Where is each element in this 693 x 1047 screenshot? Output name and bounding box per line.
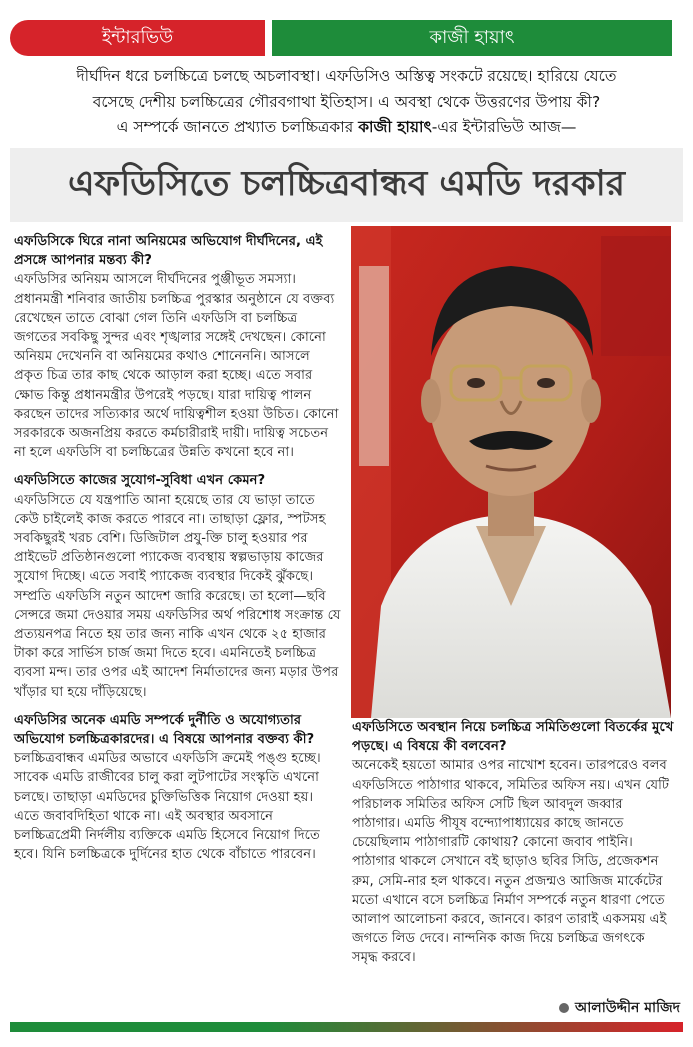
author-name: আলাউদ্দীন মাজিদ	[574, 1000, 680, 1016]
answer: এফডিসির অনিয়ম আসলে দীর্ঘদিনের পুঞ্জীভূত সমস্যা। প্রধানমন্ত্রী শনিবার জাতীয় চলচ্চিত্র পুরস্কার অনুষ্ঠানে যে বক্তব্য রেখেছেন তাতে বোঝা গেল তিনি এফডিসি বা চলচ্চিত্র জগতের সবকিছু সুন্দর এবং শৃঙ্খলার সঙ্গেই দেখছেন। কোনো অনিয়ম দেখেননি বা অনিয়মের কথাও শোনেননি। আসলে প্রকৃত চিত্র তার কাছ থেকে আড়াল করা হচ্ছে। এতে সবার ক্ষোভ কিন্তু প্রধানমন্ত্রীর উপরেই পড়ছে। যারা দায়িত্ব পালন করছেন তাদের সত্যিকার অর্থে দায়িত্বশীল হওয়া উচিত। কোনো সরকারকে অজনপ্রিয় করতে কর্মচারীরাই দায়ী। দায়িত্ব সচেতন না হলে এফডিসি বা চলচ্চিত্রের উন্নতি কখনো হবে না।	[14, 272, 339, 461]
answer: অনেকেই হয়তো আমার ওপর নাখোশ হবেন। তারপরেও বলব এফডিসিতে পাঠাগার থাকবে, সমিতির অফিস নয়। এখন যেটি পরিচালক সমিতির অফিস সেটি ছিল আবদুল জব্বার পাঠাগার। এমডি পীযূষ বন্দ্যোপাধ্যায়ের কাছে জানতে চেয়েছিলাম পাঠাগারটি কোথায়? কোনো জবাব পাইনি। পাঠাগার থাকলে সেখানে বই ছাড়াও ছবির সিডি, প্রজেকশন রুম, সেমি-নার হল থাকবে। নতুন প্রজন্মও আজিজ মার্কেটের মতো এখানে বসে চলচ্চিত্র নির্মাণ সম্পর্কে নতুন ধারণা পেতে আলাপ আলোচনা করবে, জানবে। কারণ তারাই একসময় এই জগতে লিড দেবে। নান্দনিক কাজ দিয়ে চলচ্চিত্র জগৎকে সমৃদ্ধ করবে।	[352, 758, 670, 966]
intro-name: কাজী হায়াৎ	[358, 118, 432, 136]
footer-rule	[10, 1022, 683, 1032]
left-column	[14, 232, 342, 865]
intro-line: দীর্ঘদিন ধরে চলচ্চিত্রে চলছে অচলাবস্থা। এফডিসিও অস্তিত্ব সংকটে রয়েছে। হারিয়ে যেতে	[76, 67, 617, 85]
intro-line	[14, 115, 679, 141]
right-column	[352, 718, 674, 968]
answer: চলচ্চিত্রবান্ধব এমডির অভাবে এফডিসি ক্রমেই পঙ্গু হচ্ছে। সাবেক এমডি রাজীবের চালু করা লুটপাটের সংস্কৃতি এখনো চলছে। তাছাড়া এমডিদের চুক্তিভিত্তিক নিয়োগ দেওয়া হয়। এতে জবাবদিহিতা থাকে না। এই অবস্থার অবসানে চলচ্চিত্রপ্রেমী নির্দলীয় ব্যক্তিকে এমডি হিসেবে নিয়োগ দিতে হবে। যিনি চলচ্চিত্রকে দুর্দিনের হাত থেকে বাঁচাতে পারবেন।	[14, 751, 321, 863]
answer: সম্প্রতি এফডিসি নতুন আদেশ জারি করেছে। তা হলো—ছবি সেন্সরে জমা দেওয়ার সময় এফডিসির অর্থ পরিশোধ সংক্রান্ত যে প্রত্যয়নপত্র নিতে হয় তার জন্য নাকি এখন থেকে ২৫ হাজার টাকা করে সার্ভিস চার্জ জমা দিতে হবে। এমনিতেই চলচ্চিত্র ব্যবসা মন্দ। তার ওপর এই আদেশ নির্মাতাদের জন্য মড়ার উপর খাঁড়ার ঘা হয়ে দাঁড়িয়েছে।	[14, 588, 341, 700]
question: এফডিসির অনেক এমডি সম্পর্কে দুর্নীতি ও অযোগ্যতার অভিযোগ চলচ্চিত্রকারদের। এ বিষয়ে আপনার বক্তব্য কী?	[14, 712, 315, 748]
byline	[520, 996, 680, 1020]
bullet-icon	[559, 1003, 569, 1013]
interviewee-name-label: কাজী হায়াৎ	[272, 20, 672, 56]
intro-line: বসেছে দেশীয় চলচ্চিত্রের গৌরবগাথা ইতিহাস। এ অবস্থা থেকে উত্তরণের উপায় কী?	[92, 92, 601, 111]
intro-text: -এর ইন্টারভিউ আজ—	[431, 118, 577, 136]
answer: এফডিসিতে যে যন্ত্রপাতি আনা হয়েছে তার যে ভাড়া তাতে কেউ চাইলেই কাজ করতে পারবে না। তাছাড়া ফ্লোর, স্পটসহ সবকিছুরই খরচ বেশি। ডিজিটাল প্রযু-ক্তি চালু হওয়ার পর প্রাইভেট প্রতিষ্ঠানগুলো প্যাকেজ ব্যবস্থায় স্বল্পভাড়ায় কাজের সুযোগ দিচ্ছে। এতে সবাই প্যাকেজ ব্যবস্থার দিকেই ঝুঁকছে।	[14, 492, 326, 585]
section-label: ইন্টারভিউ	[10, 20, 265, 56]
question: এফডিসিকে ঘিরে নানা অনিয়মের অভিযোগ দীর্ঘদিনের, এই প্রসঙ্গে আপনার মন্তব্য কী?	[14, 234, 323, 269]
question: এফডিসিতে অবস্থান নিয়ে চলচ্চিত্র সমিতিগুলো বিতর্কের মুখে পড়ছে। এ বিষয়ে কী বলবেন?	[352, 720, 674, 755]
portrait-photo	[351, 226, 671, 718]
portrait-illustration	[351, 226, 671, 718]
intro-paragraph	[14, 64, 679, 141]
headline: এফডিসিতে চলচ্চিত্রবান্ধব এমডি দরকার	[68, 163, 625, 204]
intro-text: এ সম্পর্কে জানতে প্রখ্যাত চলচ্চিত্রকার	[116, 118, 359, 136]
question: এফডিসিতে কাজের সুযোগ-সুবিধা এখন কেমন?	[14, 473, 266, 489]
